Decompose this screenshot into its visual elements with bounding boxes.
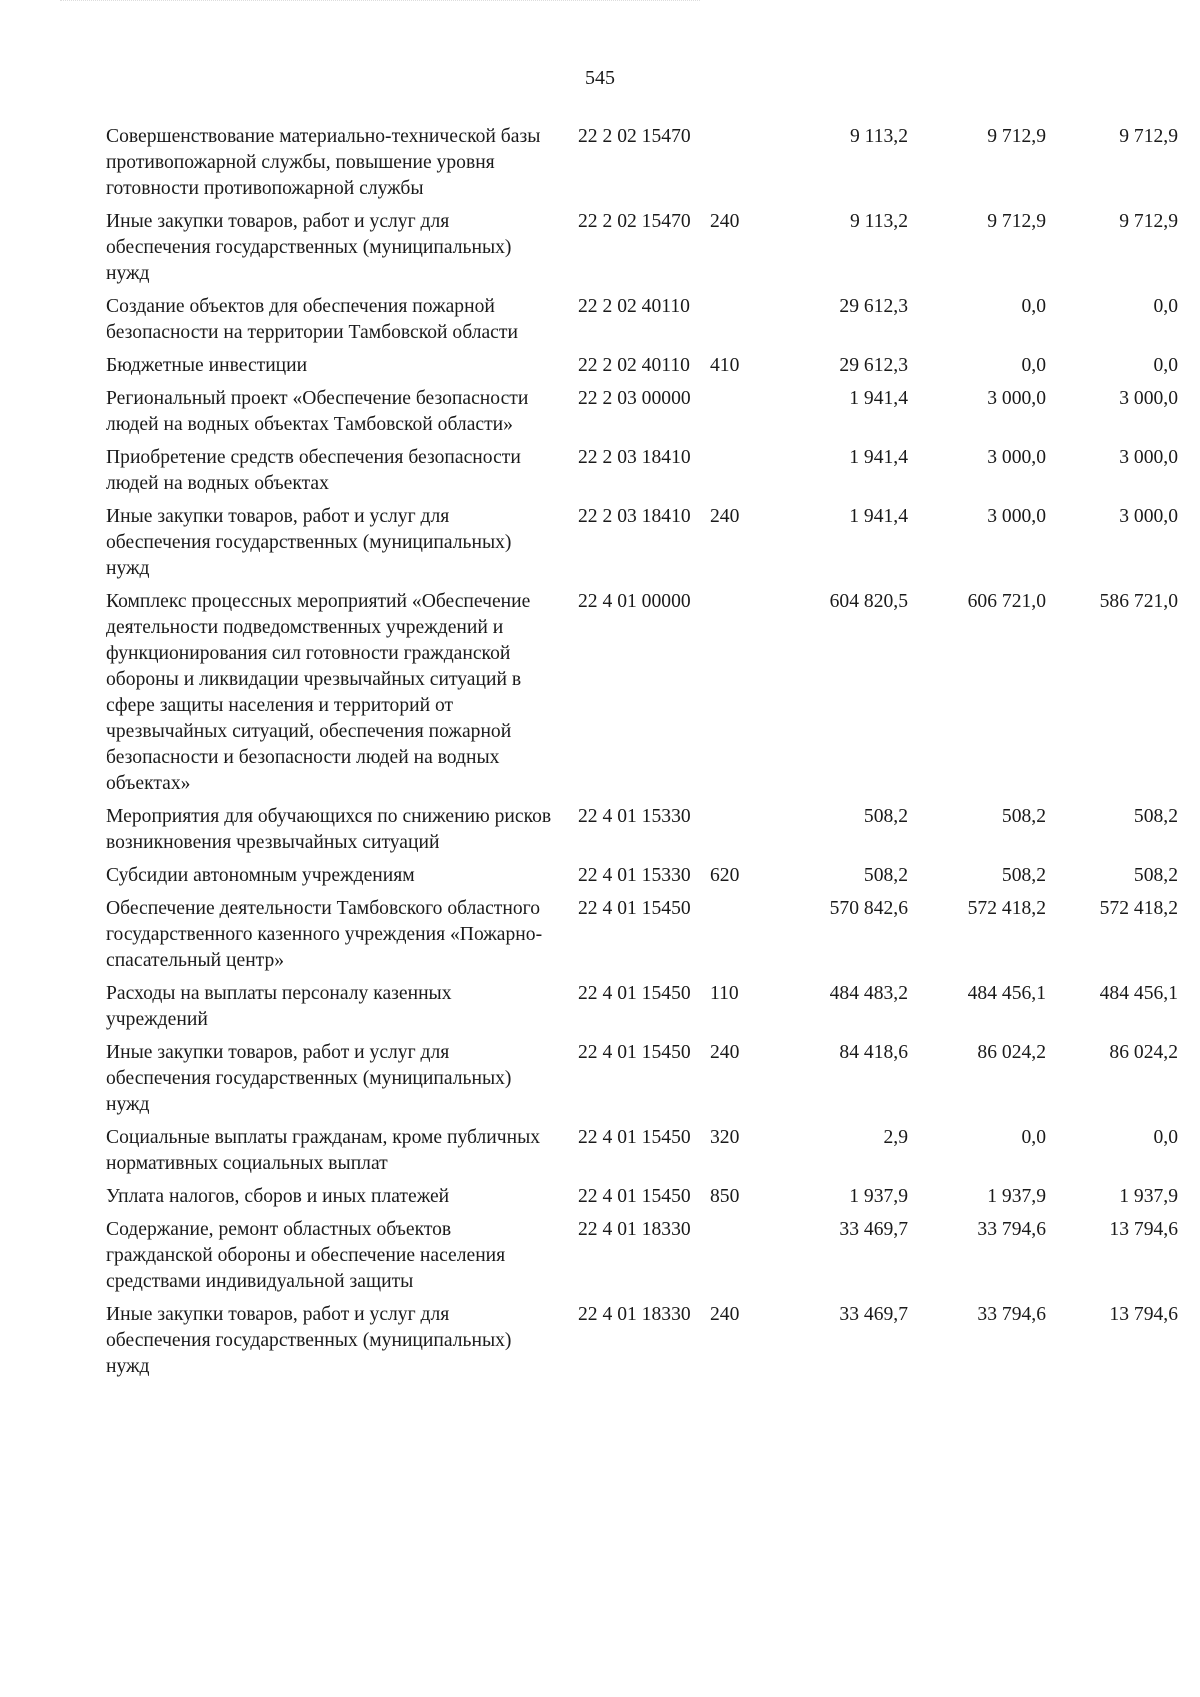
- table-row: [106, 1184, 1178, 1217]
- row-name: Иные закупки товаров, работ и услуг для обеспечения государственных (муниципальных) нужд: [106, 506, 512, 579]
- table-row: [106, 804, 1178, 863]
- row-name: Комплекс процессных мероприятий «Обеспечение деятельности подведомственных учреждений и функционирования сил готовности гражданской обороны и ликвидации чрезвычайных ситуаций в сфере защиты населения и территорий от чрезвычайных ситуаций, обеспечения пожарной безопасности и безопасности людей на водных объектах»: [106, 591, 531, 794]
- amount-year-1: 29 612,3: [839, 355, 908, 376]
- amount-year-3: 9 712,9: [1119, 211, 1178, 232]
- expense-type-code: 110: [710, 983, 739, 1004]
- target-article-code: 22 2 02 15470: [578, 126, 691, 147]
- amount-year-3: 3 000,0: [1119, 388, 1178, 409]
- table-row: [106, 504, 1178, 589]
- expense-type-code: [710, 896, 770, 981]
- amount-year-1: 484 483,2: [829, 983, 908, 1004]
- amount-year-3: 1 937,9: [1119, 1186, 1178, 1207]
- amount-year-3: 0,0: [1153, 1127, 1178, 1148]
- amount-year-3: 3 000,0: [1119, 447, 1178, 468]
- scan-edge-mark: [60, 0, 700, 4]
- table-row: [106, 353, 1178, 386]
- amount-year-3: 13 794,6: [1109, 1304, 1178, 1325]
- amount-year-1: 508,2: [863, 806, 908, 827]
- amount-year-2: 9 712,9: [987, 211, 1046, 232]
- amount-year-1: 9 113,2: [849, 126, 908, 147]
- expense-type-code: [710, 1217, 770, 1302]
- expense-type-code: [710, 804, 770, 863]
- target-article-code: 22 2 02 40110: [578, 355, 690, 376]
- row-name: Иные закупки товаров, работ и услуг для обеспечения государственных (муниципальных) нужд: [106, 1304, 512, 1377]
- amount-year-2: 33 794,6: [977, 1304, 1046, 1325]
- target-article-code: 22 2 03 00000: [578, 388, 691, 409]
- amount-year-1: 84 418,6: [839, 1042, 908, 1063]
- amount-year-2: 3 000,0: [987, 388, 1046, 409]
- amount-year-1: 508,2: [863, 865, 908, 886]
- expense-type-code: 410: [710, 355, 740, 376]
- amount-year-2: 508,2: [1001, 806, 1046, 827]
- row-name: Региональный проект «Обеспечение безопасности людей на водных объектах Тамбовской области»: [106, 388, 529, 435]
- expense-type-code: 240: [710, 211, 740, 232]
- amount-year-1: 1 941,4: [849, 447, 908, 468]
- row-name: Иные закупки товаров, работ и услуг для обеспечения государственных (муниципальных) нужд: [106, 211, 512, 284]
- amount-year-1: 1 937,9: [849, 1186, 908, 1207]
- table-row: [106, 896, 1178, 981]
- amount-year-3: 572 418,2: [1099, 898, 1178, 919]
- table-row: [106, 1302, 1178, 1387]
- expense-type-code: 240: [710, 1304, 740, 1325]
- target-article-code: 22 2 02 15470: [578, 211, 691, 232]
- row-name: Приобретение средств обеспечения безопасности людей на водных объектах: [106, 447, 521, 494]
- target-article-code: 22 4 01 15450: [578, 898, 691, 919]
- target-article-code: 22 2 03 18410: [578, 506, 691, 527]
- amount-year-1: 33 469,7: [839, 1219, 908, 1240]
- expense-type-code: 240: [710, 506, 740, 527]
- amount-year-3: 0,0: [1153, 355, 1178, 376]
- row-name: Бюджетные инвестиции: [106, 355, 308, 376]
- row-name: Совершенствование материально-технической базы противопожарной службы, повышение уровня готовности противопожарной службы: [106, 126, 541, 199]
- amount-year-3: 0,0: [1153, 296, 1178, 317]
- amount-year-2: 0,0: [1021, 296, 1046, 317]
- amount-year-1: 1 941,4: [849, 388, 908, 409]
- amount-year-3: 508,2: [1133, 865, 1178, 886]
- amount-year-3: 508,2: [1133, 806, 1178, 827]
- target-article-code: 22 4 01 15330: [578, 806, 691, 827]
- expense-type-code: 320: [710, 1127, 740, 1148]
- table-row: [106, 209, 1178, 294]
- expense-type-code: 240: [710, 1042, 740, 1063]
- amount-year-3: 3 000,0: [1119, 506, 1178, 527]
- target-article-code: 22 4 01 18330: [578, 1219, 691, 1240]
- row-name: Обеспечение деятельности Тамбовского областного государственного казенного учреждения «Пожарно-спасательный центр»: [106, 898, 543, 971]
- table-row: [106, 445, 1178, 504]
- amount-year-2: 33 794,6: [977, 1219, 1046, 1240]
- expense-type-code: [710, 124, 770, 209]
- amount-year-1: 9 113,2: [849, 211, 908, 232]
- amount-year-2: 0,0: [1021, 355, 1046, 376]
- table-row: [106, 981, 1178, 1040]
- amount-year-3: 86 024,2: [1109, 1042, 1178, 1063]
- page-number: 545: [585, 67, 615, 89]
- amount-year-1: 570 842,6: [829, 898, 908, 919]
- amount-year-3: 484 456,1: [1099, 983, 1178, 1004]
- row-name: Расходы на выплаты персоналу казенных учреждений: [106, 983, 452, 1030]
- row-name: Субсидии автономным учреждениям: [106, 865, 415, 886]
- target-article-code: 22 4 01 15450: [578, 983, 691, 1004]
- amount-year-2: 3 000,0: [987, 506, 1046, 527]
- expense-type-code: 850: [710, 1186, 740, 1207]
- row-name: Уплата налогов, сборов и иных платежей: [106, 1186, 450, 1207]
- row-name: Социальные выплаты гражданам, кроме публичных нормативных социальных выплат: [106, 1127, 541, 1174]
- expense-type-code: [710, 589, 770, 804]
- amount-year-1: 2,9: [883, 1127, 908, 1148]
- table-row: [106, 124, 1178, 209]
- expense-type-code: 620: [710, 865, 740, 886]
- amount-year-1: 1 941,4: [849, 506, 908, 527]
- amount-year-2: 572 418,2: [967, 898, 1046, 919]
- amount-year-3: 586 721,0: [1099, 591, 1178, 612]
- amount-year-3: 13 794,6: [1109, 1219, 1178, 1240]
- row-name: Создание объектов для обеспечения пожарной безопасности на территории Тамбовской области: [106, 296, 518, 343]
- target-article-code: 22 4 01 15450: [578, 1186, 691, 1207]
- table-body: [106, 124, 1178, 1387]
- table-row: [106, 589, 1178, 804]
- expense-type-code: [710, 294, 770, 353]
- amount-year-2: 86 024,2: [977, 1042, 1046, 1063]
- row-name: Иные закупки товаров, работ и услуг для обеспечения государственных (муниципальных) нужд: [106, 1042, 512, 1115]
- amount-year-3: 9 712,9: [1119, 126, 1178, 147]
- amount-year-1: 29 612,3: [839, 296, 908, 317]
- table-row: [106, 1125, 1178, 1184]
- amount-year-2: 508,2: [1001, 865, 1046, 886]
- amount-year-2: 606 721,0: [967, 591, 1046, 612]
- target-article-code: 22 4 01 15330: [578, 865, 691, 886]
- expense-type-code: [710, 386, 770, 445]
- target-article-code: 22 4 01 18330: [578, 1304, 691, 1325]
- table-row: [106, 294, 1178, 353]
- table-row: [106, 1217, 1178, 1302]
- amount-year-2: 1 937,9: [987, 1186, 1046, 1207]
- target-article-code: 22 4 01 15450: [578, 1127, 691, 1148]
- amount-year-2: 484 456,1: [967, 983, 1046, 1004]
- row-name: Содержание, ремонт областных объектов гражданской обороны и обеспечение населения средствами индивидуальной защиты: [106, 1219, 506, 1292]
- expense-type-code: [710, 445, 770, 504]
- amount-year-2: 3 000,0: [987, 447, 1046, 468]
- table-row: [106, 863, 1178, 896]
- budget-table: [106, 124, 1178, 1387]
- amount-year-2: 0,0: [1021, 1127, 1046, 1148]
- target-article-code: 22 2 03 18410: [578, 447, 691, 468]
- target-article-code: 22 4 01 00000: [578, 591, 691, 612]
- amount-year-2: 9 712,9: [987, 126, 1046, 147]
- amount-year-1: 33 469,7: [839, 1304, 908, 1325]
- amount-year-1: 604 820,5: [829, 591, 908, 612]
- row-name: Мероприятия для обучающихся по снижению рисков возникновения чрезвычайных ситуаций: [106, 806, 552, 853]
- target-article-code: 22 2 02 40110: [578, 296, 690, 317]
- target-article-code: 22 4 01 15450: [578, 1042, 691, 1063]
- table-row: [106, 1040, 1178, 1125]
- table-row: [106, 386, 1178, 445]
